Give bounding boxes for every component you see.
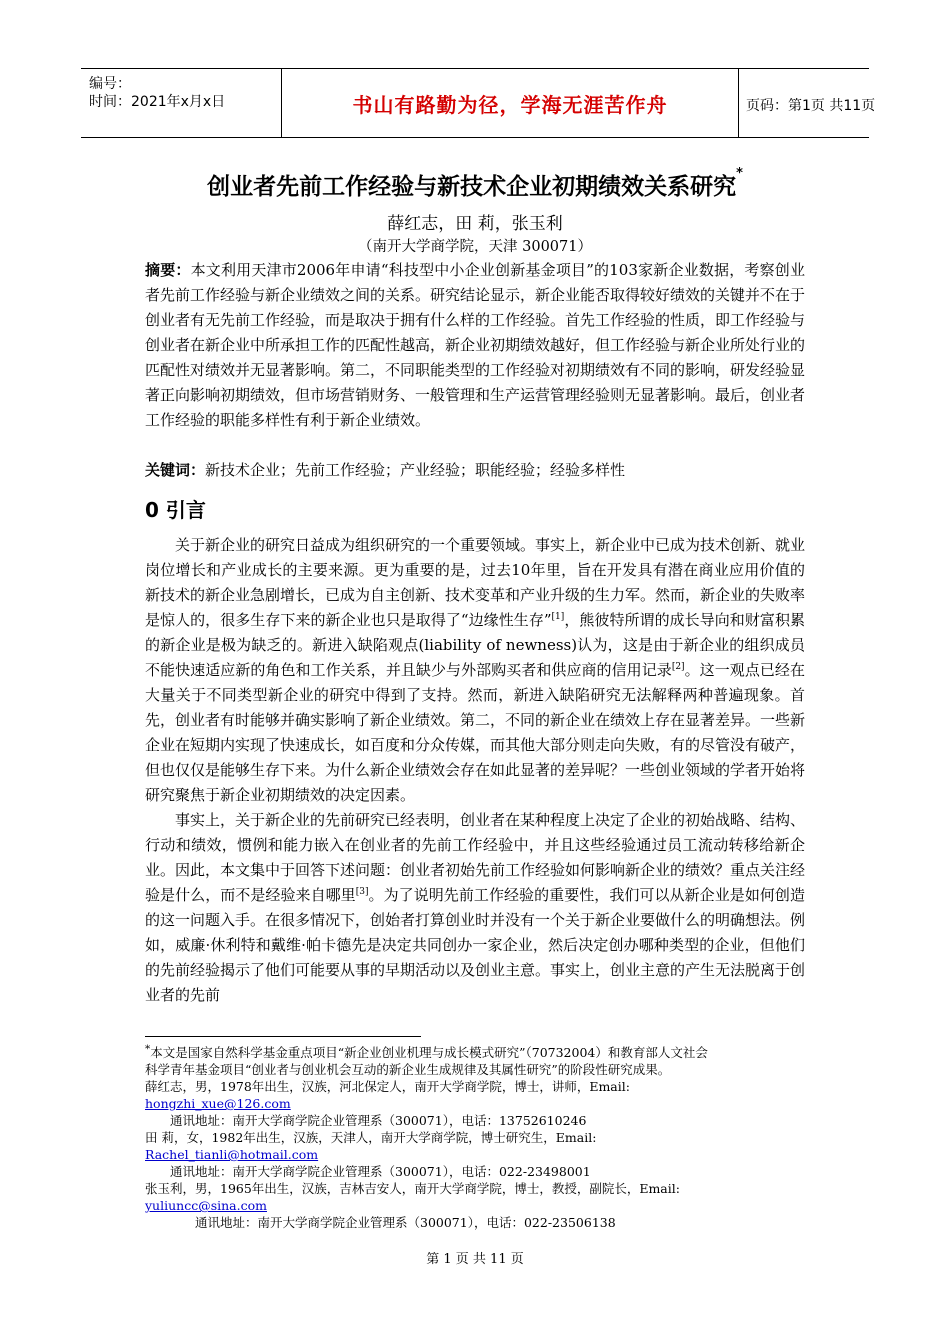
citation-3[interactable]: [3] — [355, 887, 369, 897]
header-page-cell — [738, 69, 876, 137]
funding-note-line-2: 科学青年基金项目“创业者与创业机会互动的新企业生成规律及其属性研究”的阶段性研究成果。 — [145, 1062, 671, 1078]
abstract-block — [145, 258, 805, 433]
page-footer: 第 1 页 共 11 页 — [426, 1252, 524, 1267]
body-paragraph-1 — [145, 533, 805, 808]
paper-title-text: 创业者先前工作经验与新技术企业初期绩效关系研究 — [207, 174, 737, 200]
abstract-label: 摘要： — [145, 261, 191, 279]
funding-note-line-1 — [145, 1041, 825, 1061]
author-1-address: 通讯地址：南开大学商学院企业管理系（300071），电话：13752610246 — [170, 1113, 587, 1129]
author-1-email-link[interactable]: hongzhi_xue@126.com — [145, 1096, 291, 1112]
p1-text-c: 。这一观点已经在大量关于不同类型新企业的研究中得到了支持。然而，新进入缺陷研究无法解释两种普遍现象。首先，创业者有时能够并确实影响了新企业绩效。第二，不同的新企业在绩效上存在显著差异。一些新企业在短期内实现了快速成长，如百度和分众传媒，而其他大部分则走向失败，有的尽管没有破产，但也仅仅是能够生存下来。为什么新企业绩效会存在如此显著的差异呢？一些创业领域的学者开始将研究聚焦于新企业初期绩效的决定因素。 — [145, 661, 806, 804]
author-2-info: 田 莉，女，1982年出生，汉族，天津人，南开大学商学院，博士研究生，Email: — [145, 1130, 597, 1146]
motto-text: 书山有路勤为径，学海无涯苦作舟 — [352, 93, 668, 117]
document-header-table — [81, 68, 876, 138]
document-date: 时间：2021年x月x日 — [89, 94, 226, 110]
p1-text-a: 关于新企业的研究日益成为组织研究的一个重要领域。事实上，新企业中已成为技术创新、就业岗位增长和产业成长的主要来源。更为重要的是，过去10年里，旨在开发具有潜在商业应用价值的新技术的新企业急剧增长，已成为自主创新、技术变革和产业升级的生力军。然而，新企业的失败率是惊人的，很多生存下来的新企业也只是取得了“边缘性生存” — [145, 536, 806, 629]
author-list: 薛红志，田 莉，张玉利 — [387, 214, 563, 234]
author-3-address: 通讯地址：南开大学商学院企业管理系（300071），电话：022-23506138 — [195, 1215, 616, 1231]
footnotes-block — [145, 1041, 825, 1231]
paper-title — [0, 168, 950, 201]
author-3-email-link[interactable]: yuliuncc@sina.com — [145, 1198, 267, 1214]
body-text — [145, 533, 805, 1008]
p1-text-b: ，熊彼特所谓的成长导向和财富积累的新企业是极为缺乏的。新进入缺陷观点(liability of newness)认为，这是由于新企业的组织成员不能快速适应新的角色和工作关系，并且缺少与外部购买者和供应商的信用记录 — [145, 611, 805, 679]
funding-note-mark: * — [145, 1043, 151, 1055]
page-info: 页码：第1页 共11页 — [746, 98, 876, 114]
author-2-email-link[interactable]: Rachel_tianli@hotmail.com — [145, 1147, 319, 1163]
funding-note-text-1: 本文是国家自然科学基金重点项目“新企业创业机理与成长模式研究”（70732004）和教育部人文社会 — [150, 1045, 708, 1061]
affiliation: （南开大学商学院，天津 300071） — [358, 239, 592, 255]
p2-text-b: 。为了说明先前工作经验的重要性，我们可以从新企业是如何创造的这一问题入手。在很多情况下，创始者打算创业时并没有一个关于新企业要做什么的明确想法。例如，威廉·休利特和戴维·帕卡德先是决定共同创办一家企业，然后决定创办哪种类型的企业，但他们的先前经验揭示了他们可能要从事的早期活动以及创业主意。事实上，创业主意的产生无法脱离于创业者的先前 — [145, 886, 806, 1004]
section-heading-introduction: 0 引言 — [145, 498, 206, 522]
abstract-text: 本文利用天津市2006年申请“科技型中小企业创新基金项目”的103家新企业数据，考察创业者先前工作经验与新企业绩效之间的关系。研究结论显示，新企业能否取得较好绩效的关键并不在于创业者有无先前工作经验，而是取决于拥有什么样的工作经验。首先工作经验的性质，即工作经验与创业者在新企业中所承担工作的匹配性越高，新企业初期绩效越好，但工作经验与新企业所处行业的匹配性对绩效并无显著影响。第二，不同职能类型的工作经验对初期绩效有不同的影响，研发经验显著正向影响初期绩效，但市场营销财务、一般管理和生产运营管理经验则无显著影响。最后，创业者工作经验的职能多样性有利于新企业绩效。 — [145, 261, 806, 429]
author-1-info: 薛红志，男，1978年出生，汉族，河北保定人，南开大学商学院，博士，讲师，Email: — [145, 1079, 630, 1095]
keywords-text: 新技术企业；先前工作经验；产业经验；职能经验；经验多样性 — [205, 461, 626, 479]
document-code-label: 编号： — [89, 76, 131, 92]
keywords-label: 关键词： — [145, 461, 206, 479]
p2-text-a: 事实上，关于新企业的先前研究已经表明，创业者在某种程度上决定了企业的初始战略、结构、行动和绩效，惯例和能力嵌入在创业者的先前工作经验中，并且这些经验通过员工流动转移给新企业。因此，本文集中于回答下述问题：创业者初始先前工作经验如何影响新企业的绩效？重点关注经验是什么，而不是经验来自哪里 — [145, 811, 806, 904]
author-3-info: 张玉利，男，1965年出生，汉族，吉林吉安人，南开大学商学院，博士，教授，副院长，Email: — [145, 1181, 680, 1197]
body-paragraph-2 — [145, 808, 805, 1008]
header-motto-cell — [281, 69, 739, 137]
citation-1[interactable]: [1] — [551, 612, 565, 622]
header-meta-cell — [81, 69, 281, 137]
citation-2[interactable]: [2] — [671, 662, 685, 672]
footnote-separator — [145, 1036, 421, 1037]
title-footnote-mark: * — [736, 166, 743, 181]
keywords-block — [145, 458, 805, 483]
author-2-address: 通讯地址：南开大学商学院企业管理系（300071），电话：022-23498001 — [170, 1164, 591, 1180]
